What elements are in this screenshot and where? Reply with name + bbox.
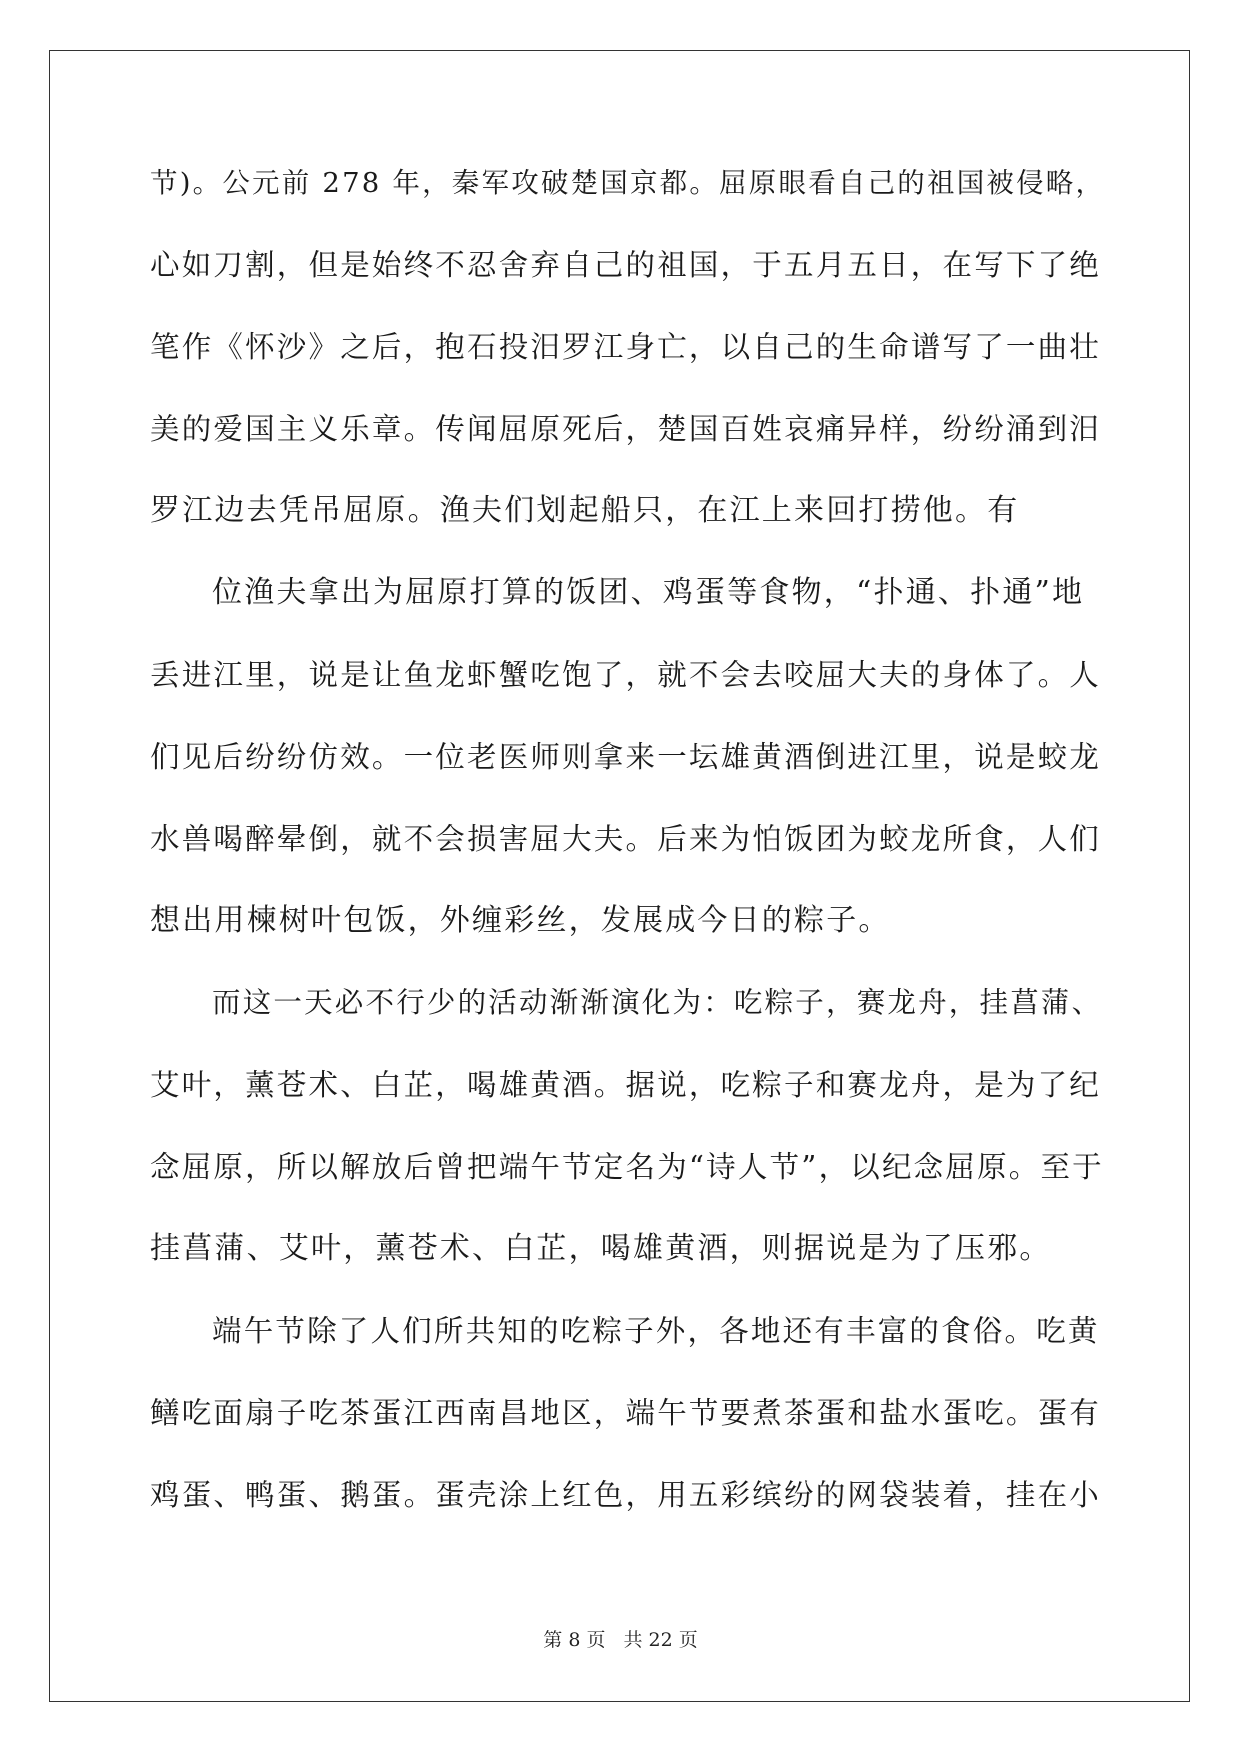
page-footer: [0, 1625, 1241, 1652]
text-line: 罗江边去凭吊屈原。渔夫们划起船只，在江上来回打捞他。有: [150, 493, 1020, 528]
text-line: 念屈原，所以解放后曾把端午节定名为“诗人节”，以纪念屈原。至于: [150, 1150, 1104, 1184]
text-line: 水兽喝醉晕倒，就不会损害屈大夫。后来为怕饭团为蛟龙所食，人们: [150, 822, 1102, 856]
text-line: 而这一天必不行少的活动渐渐演化为：吃粽子，赛龙舟，挂菖蒲、: [212, 986, 1103, 1019]
text-line: 鳝吃面扇子吃茶蛋江西南昌地区，端午节要煮茶蛋和盐水蛋吃。蛋有: [150, 1396, 1102, 1430]
text-line: 鸡蛋、鸭蛋、鹅蛋。蛋壳涂上红色，用五彩缤纷的网袋装着，挂在小: [150, 1478, 1102, 1512]
text-line: 挂菖蒲、艾叶，薰苍术、白芷，喝雄黄酒，则据说是为了压邪。: [150, 1231, 1052, 1266]
text-line: 端午节除了人们所共知的吃粽子外，各地还有丰富的食俗。吃黄: [212, 1314, 1100, 1348]
document-body: [150, 162, 1110, 1556]
total-pages: 共 22 页: [623, 1629, 698, 1651]
text-line: 艾叶，薰苍术、白芷，喝雄黄酒。据说，吃粽子和赛龙舟，是为了纪: [150, 1068, 1102, 1102]
text-line: 丢进江里，说是让鱼龙虾蟹吃饱了，就不会去咬屈大夫的身体了。人: [150, 658, 1102, 692]
text-line: 美的爱国主义乐章。传闻屈原死后，楚国百姓哀痛异样，纷纷涌到汨: [150, 412, 1102, 446]
text-line: 位渔夫拿出为屈原打算的饭团、鸡蛋等食物，“扑通、扑通”地: [212, 575, 1085, 610]
text-line: 心如刀割，但是始终不忍舍弃自己的祖国，于五月五日，在写下了绝: [150, 248, 1102, 282]
text-line: 笔作《怀沙》之后，抱石投汨罗江身亡，以自己的生命谱写了一曲壮: [150, 330, 1102, 364]
text-line: 想出用楝树叶包饭，外缠彩丝，发展成今日的粽子。: [150, 903, 891, 938]
page-number: 第 8 页: [543, 1629, 606, 1651]
text-line: 节)。公元前 278 年，秦军攻破楚国京都。屈原眼看自己的祖国被侵略，: [150, 167, 1106, 199]
text-line: 们见后纷纷仿效。一位老医师则拿来一坛雄黄酒倒进江里，说是蛟龙: [150, 740, 1102, 774]
